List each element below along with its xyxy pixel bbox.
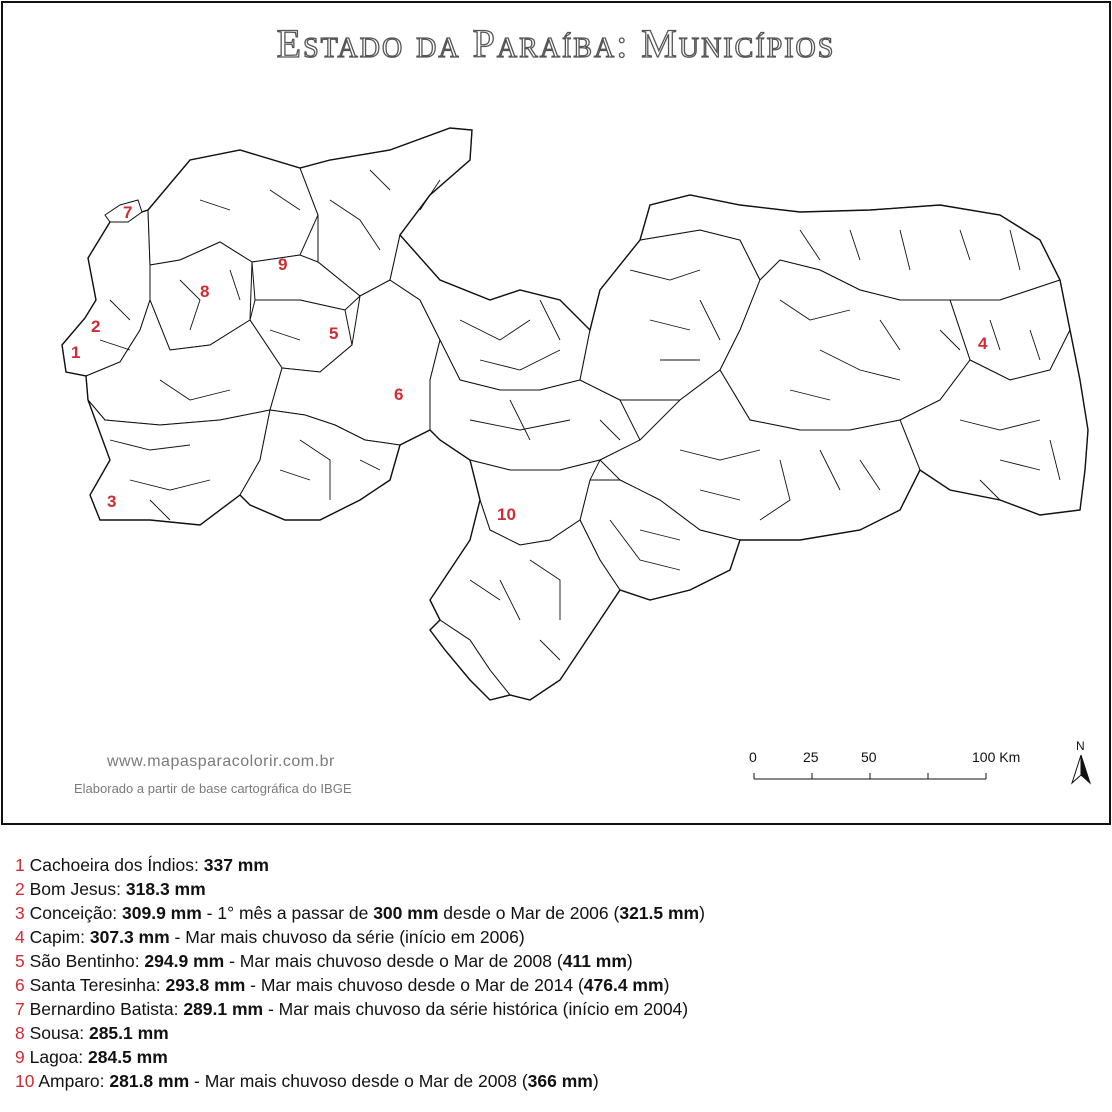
- map-label-6: 6: [394, 385, 404, 404]
- municipality-west-north: [148, 150, 318, 265]
- scale-bar: [749, 749, 1020, 779]
- website-url: www.mapasparacolorir.com.br: [107, 753, 335, 770]
- legend-row: 10 Amparo: 281.8 mm - Mar mais chuvoso desde o Mar de 2008 (366 mm): [15, 1071, 599, 1091]
- legend-row: 3 Conceição: 309.9 mm - 1° mês a passar de 300 mm desde o Mar de 2006 (321.5 mm): [15, 903, 705, 923]
- legend-row: 7 Bernardino Batista: 289.1 mm - Mar mais chuvoso da série histórica (início em 2004): [15, 999, 689, 1019]
- map-label-1: 1: [71, 343, 81, 362]
- scale-tick-100: 100 Km: [972, 749, 1021, 765]
- north-label: N: [1076, 739, 1085, 753]
- legend-row: 8 Sousa: 285.1 mm: [15, 1023, 169, 1043]
- legend-row: 4 Capim: 307.3 mm - Mar mais chuvoso da série (início em 2006): [15, 927, 525, 947]
- map-label-9: 9: [278, 255, 288, 274]
- north-arrow-icon: [1072, 739, 1090, 783]
- scale-tick-50: 50: [861, 749, 877, 765]
- scale-tick-25: 25: [803, 749, 819, 765]
- map-label-4: 4: [978, 334, 988, 353]
- map-label-8: 8: [200, 282, 210, 301]
- legend-row: 6 Santa Teresinha: 293.8 mm - Mar mais chuvoso desde o Mar de 2014 (476.4 mm): [15, 975, 670, 995]
- legend-row: 5 São Bentinho: 294.9 mm - Mar mais chuvoso desde o Mar de 2008 (411 mm): [15, 951, 633, 971]
- legend-row: 1 Cachoeira dos Índios: 337 mm: [15, 855, 269, 875]
- municipalities: [62, 128, 1088, 700]
- scale-tick-0: 0: [749, 749, 757, 765]
- legend-row: 2 Bom Jesus: 318.3 mm: [15, 879, 206, 899]
- map-label-2: 2: [91, 317, 101, 336]
- map-label-3: 3: [107, 492, 117, 511]
- map-label-7: 7: [123, 203, 133, 222]
- map-label-10: 10: [497, 505, 516, 524]
- ibge-credit: Elaborado a partir de base cartográfica do IBGE: [74, 781, 352, 796]
- legend-row: 9 Lagoa: 284.5 mm: [15, 1047, 168, 1067]
- map-label-5: 5: [329, 324, 339, 343]
- legend: [15, 853, 705, 1093]
- map-title: Estado da Paraíba: Municípios: [276, 21, 836, 66]
